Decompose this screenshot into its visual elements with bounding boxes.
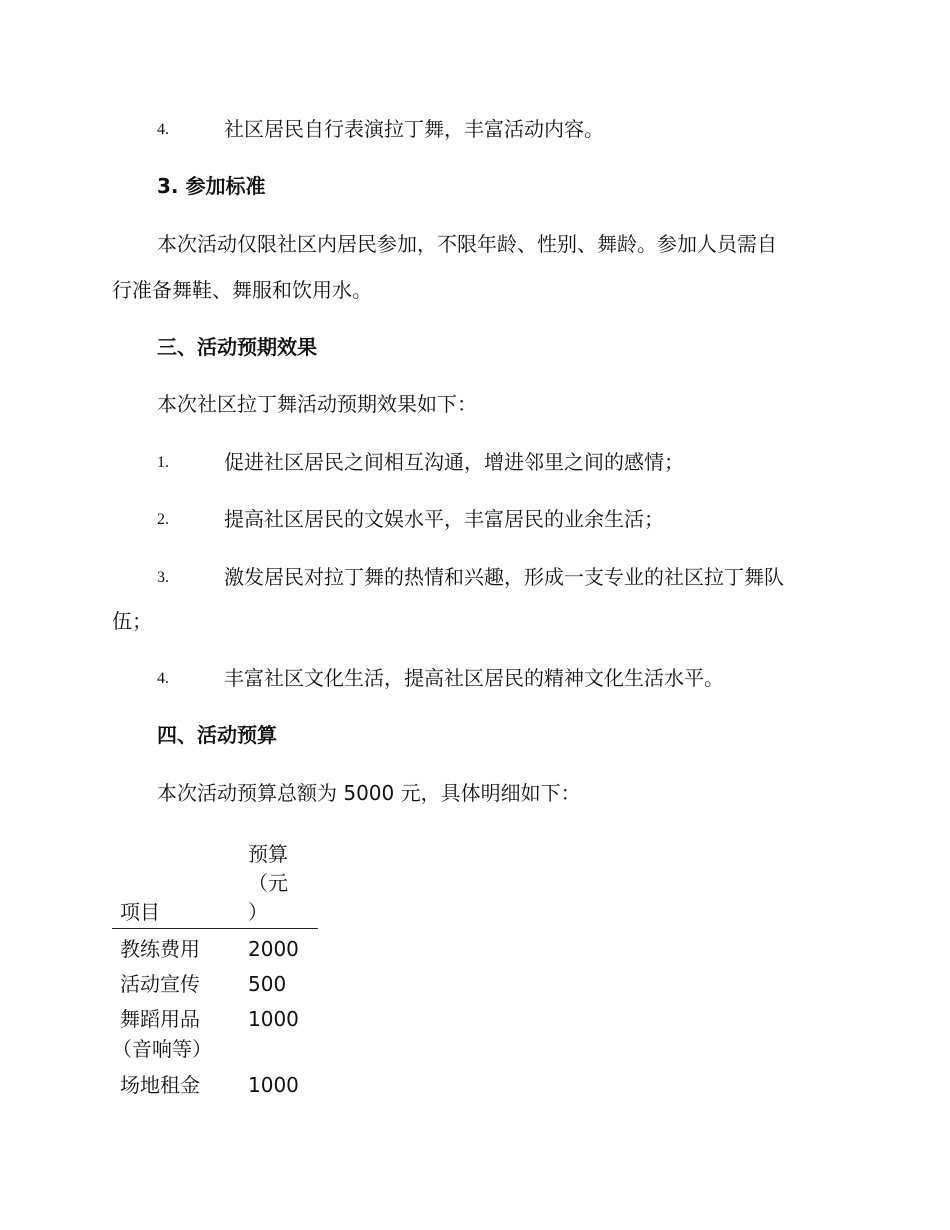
table-cell-item: 场地租金 [120, 1073, 200, 1097]
list-number: 4. [157, 121, 169, 138]
table-header-budget: 预算 [248, 842, 288, 866]
section-heading-join: 3. 参加标准 [157, 174, 266, 198]
list-item-text: 丰富社区文化生活，提高社区居民的精神文化生活水平。 [224, 666, 724, 690]
section-heading-effects: 三、活动预期效果 [157, 335, 317, 359]
paragraph-line: 本次活动仅限社区内居民参加，不限年龄、性别、舞龄。参加人员需自 [157, 232, 777, 256]
paragraph-intro: 本次活动预算总额为 5000 元，具体明细如下： [157, 781, 581, 805]
table-cell-item: 活动宣传 [120, 972, 200, 996]
list-item-continuation: 伍； [112, 609, 152, 633]
paragraph-intro: 本次社区拉丁舞活动预期效果如下： [157, 392, 477, 416]
table-cell-amount: 1000 [248, 1073, 299, 1097]
list-item-text: 社区居民自行表演拉丁舞，丰富活动内容。 [224, 117, 604, 141]
table-header-item: 项目 [120, 900, 160, 924]
table-cell-item: 舞蹈用品 [120, 1007, 200, 1031]
table-cell-amount: 2000 [248, 937, 299, 961]
list-number: 1. [157, 454, 169, 471]
list-number: 3. [157, 569, 169, 586]
table-cell-amount: 500 [248, 972, 287, 996]
section-heading-budget: 四、活动预算 [157, 723, 277, 747]
list-item-text: 促进社区居民之间相互沟通，增进邻里之间的感情； [224, 450, 684, 474]
list-item-text: 激发居民对拉丁舞的热情和兴趣，形成一支专业的社区拉丁舞队 [224, 565, 784, 589]
table-cell-item: （音响等） [112, 1037, 212, 1061]
table-header-rule [112, 928, 318, 929]
table-cell-item: 教练费用 [120, 937, 200, 961]
table-header-budget: ） [248, 900, 268, 924]
paragraph-line: 行准备舞鞋、舞服和饮用水。 [112, 278, 372, 302]
list-item-text: 提高社区居民的文娱水平，丰富居民的业余生活； [224, 507, 664, 531]
table-cell-amount: 1000 [248, 1007, 299, 1031]
list-number: 2. [157, 511, 169, 528]
table-header-budget: （元 [248, 871, 288, 895]
list-number: 4. [157, 670, 169, 687]
